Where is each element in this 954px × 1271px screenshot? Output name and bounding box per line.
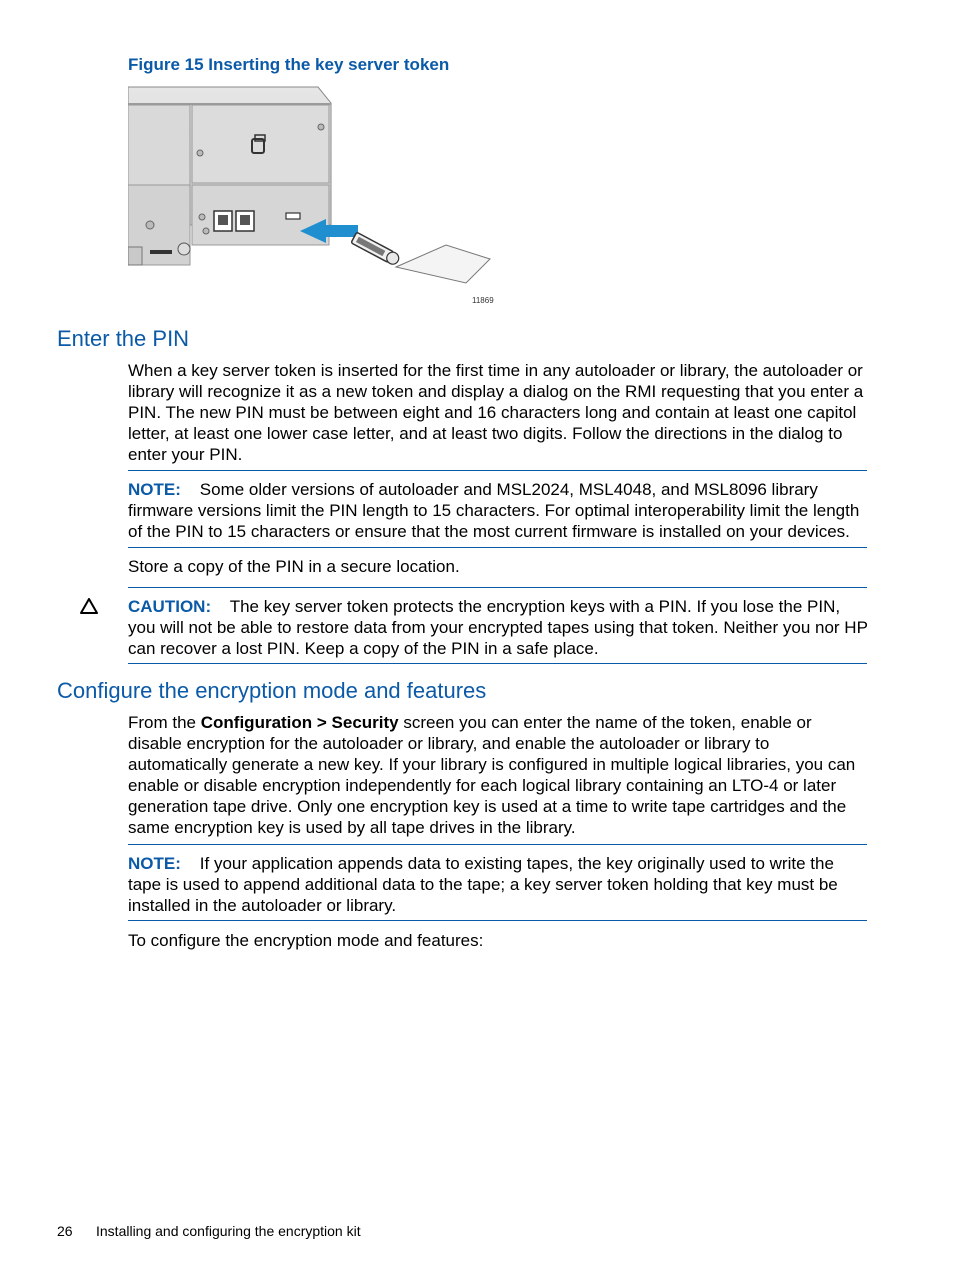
key-server-token-illustration: [128, 85, 498, 310]
configure-body-rest: screen you can enter the name of the token, enable or disable encryption for the autoloader or library, and enable the autoloader or library to automatically generate a new key. If your library is configured in multiple logical libraries, you can enable or disable encryption independently for each logical library containing an LTO-4 or later generation tape drive. Only one encryption key is used at a time to write tape cartridges and the same encryption key is used by all tape drives in the library.: [128, 713, 856, 837]
page-number: 26: [57, 1223, 73, 1239]
enter-pin-body: When a key server token is inserted for the first time in any autoloader or library, the autoloader or library will recognize it as a new token and display a dialog on the RMI requesting that you enter a PIN. The new PIN must be between eight and 16 characters long and contain at least one capitol letter, at least one lower case letter, and at least two digits. Follow the directions in the dialog to enter your PIN.: [128, 361, 864, 464]
note-label: NOTE:: [128, 854, 181, 873]
note-text: Some older versions of autoloader and MSL2024, MSL4048, and MSL8096 library firmware versions limit the PIN length to 15 characters. For optimal interoperability limit the length of the PIN to 15 characters or ensure that the most current firmware is installed on your devices.: [128, 480, 860, 541]
configure-note: [128, 853, 868, 916]
store-pin-text: Store a copy of the PIN in a secure location.: [128, 557, 460, 576]
configure-body-intro: From the: [128, 713, 201, 732]
caution-block: [128, 596, 868, 659]
caution-label: CAUTION:: [128, 597, 212, 616]
configure-closing-text: To configure the encryption mode and features:: [128, 931, 484, 950]
figure-caption: Figure 15 Inserting the key server token: [128, 55, 450, 74]
caution-text: The key server token protects the encryption keys with a PIN. If you lose the PIN, you will not be able to restore data from your encrypted tapes using that token. Neither you nor HP can recover a lost PIN. Keep a copy of the PIN in a safe place.: [128, 597, 868, 658]
divider: [128, 663, 867, 664]
note-label: NOTE:: [128, 480, 181, 499]
menu-path-configuration-security: Configuration > Security: [200, 713, 399, 732]
divider: [128, 470, 867, 471]
footer-chapter-title: Installing and configuring the encryption kit: [96, 1223, 361, 1239]
configure-body: [128, 712, 868, 838]
section-heading-enter-pin: Enter the PIN: [57, 326, 190, 351]
divider: [128, 587, 867, 588]
section-heading-configure: Configure the encryption mode and features: [57, 678, 487, 703]
enter-pin-note: [128, 479, 868, 542]
note-text: If your application appends data to existing tapes, the key originally used to write the tape is used to append additional data to the tape; a key server token holding that key must be installed in the autoloader or library.: [128, 854, 838, 915]
divider: [128, 920, 867, 921]
figure-id-label: 11869: [472, 296, 494, 305]
divider: [128, 844, 867, 845]
caution-triangle-icon: [80, 598, 98, 614]
divider: [128, 547, 867, 548]
